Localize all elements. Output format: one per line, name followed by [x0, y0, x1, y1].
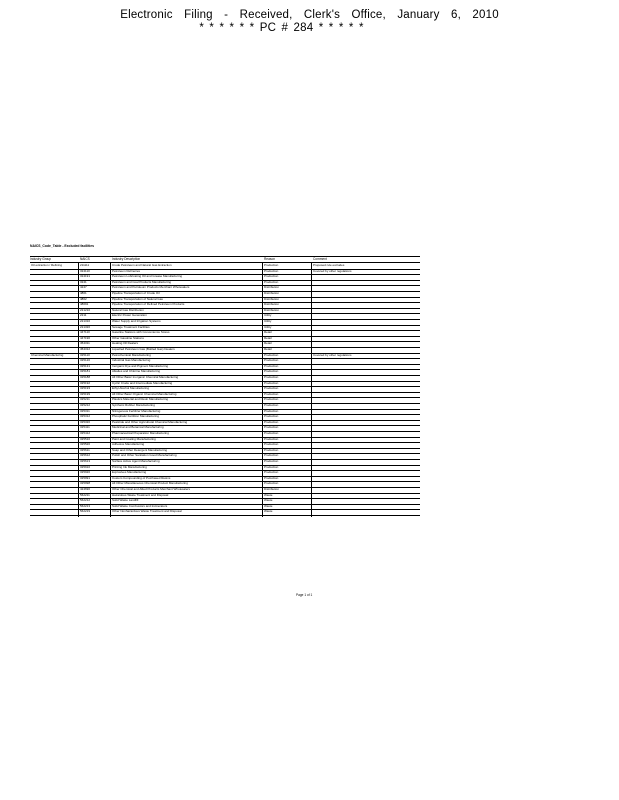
column-header-naics: NAICS	[80, 257, 90, 261]
cell-description: Plastics Material and Resin Manufacturing	[112, 398, 169, 402]
cell-reason: Retail	[264, 331, 272, 335]
cell-reason: Production	[264, 448, 279, 452]
cell-reason: Production	[264, 364, 279, 368]
cell-comment	[313, 370, 419, 373]
cell-comment	[313, 415, 419, 418]
cell-group	[31, 337, 77, 340]
cell-group	[31, 359, 77, 362]
cell-naics: 325910	[80, 465, 91, 469]
cell-reason: Distribution	[264, 488, 280, 491]
cell-naics: 324110	[80, 269, 90, 273]
cell-description: Water Supply and Irrigation Systems	[112, 320, 161, 323]
cell-group	[31, 286, 77, 289]
column-header-group: Industry Group	[30, 257, 52, 261]
cell-group	[31, 449, 77, 452]
cell-group	[31, 488, 77, 491]
cell-description: Printing Ink Manufacturing	[112, 465, 147, 469]
cell-naics: 325120	[80, 359, 91, 363]
cell-comment	[313, 494, 419, 497]
cell-group	[31, 415, 77, 418]
cell-group	[31, 432, 77, 435]
cell-comment	[313, 348, 419, 351]
cell-comment	[313, 471, 419, 474]
cell-reason: Waste	[264, 504, 273, 508]
cell-reason: Utility	[264, 320, 272, 323]
cell-naics: 325412	[80, 432, 91, 435]
cell-description: Solid Waste Combustors and Incinerators	[112, 504, 168, 508]
cell-reason: Retail	[264, 348, 272, 351]
cell-group	[31, 303, 77, 306]
cell-naics: 325320	[80, 420, 91, 424]
cell-group: Oil extraction / Refining	[31, 264, 63, 267]
cell-description: Natural Gas Distribution	[112, 308, 144, 312]
cell-description: Pharmaceutical Preparation Manufacturing	[112, 432, 169, 435]
cell-group	[31, 309, 77, 312]
cell-reason: Production	[264, 471, 279, 475]
cell-description: Alkalies and Chlorine Manufacturing	[112, 370, 161, 374]
cell-comment	[313, 421, 419, 424]
cell-reason: Waste	[264, 499, 273, 503]
cell-naics: 562219	[80, 510, 91, 514]
cell-description: Ethyl Alcohol Manufacturing	[112, 387, 150, 391]
cell-comment	[313, 275, 419, 278]
cell-group	[31, 382, 77, 385]
cell-reason: Production	[264, 269, 279, 273]
cell-naics: 325612	[80, 454, 91, 458]
cell-description: Crude Petroleum and Natural Gas Extraction	[112, 264, 172, 267]
cell-naics: 325312	[80, 415, 91, 419]
cell-naics: 325920	[80, 471, 91, 475]
cell-reason: Production	[264, 387, 279, 391]
cell-naics: 325613	[80, 460, 91, 463]
cell-description: All Other Basic Inorganic Chemical Manufacturing	[112, 376, 179, 379]
cell-reason: Production	[264, 264, 279, 267]
cell-comment	[313, 443, 419, 446]
cell-naics: 325181	[80, 370, 91, 374]
cell-reason: Production	[264, 392, 279, 396]
cell-naics: 325510	[80, 437, 91, 441]
cell-comment	[313, 342, 419, 345]
cell-comment	[313, 432, 419, 435]
cell-naics: 325611	[80, 448, 90, 452]
cell-description: Other Nonhazardous Waste Treatment and Disposal	[112, 510, 182, 514]
cell-group	[31, 510, 77, 513]
cell-group	[31, 348, 77, 351]
cell-comment	[313, 314, 419, 317]
cell-description: Solid Waste Landfill	[112, 499, 139, 503]
cell-reason: Retail	[264, 336, 272, 340]
cell-reason: Distribution	[264, 286, 280, 290]
cell-group: Chemical Manufacturing	[31, 353, 64, 357]
cell-group	[31, 292, 77, 295]
cell-comment	[313, 477, 419, 480]
cell-group	[31, 505, 77, 508]
cell-comment	[313, 309, 419, 312]
cell-description: Liquefied Petroleum Gas (Bottled Gas) Dealers	[112, 348, 175, 351]
cell-naics: 221310	[80, 320, 91, 323]
cell-comment	[313, 281, 419, 284]
cell-group	[31, 365, 77, 368]
cell-description: Synthetic Rubber Manufacturing	[112, 404, 155, 407]
cell-comment	[313, 438, 419, 441]
cell-description: Cyclic Crude and Intermediate Manufacturing	[112, 381, 173, 385]
cell-reason: Distribution	[264, 303, 280, 307]
cell-description: Electric Power Generation	[112, 314, 147, 318]
cell-reason: Distribution	[264, 297, 280, 301]
cell-group	[31, 404, 77, 407]
cell-description: Hazardous Waste Treatment and Disposal	[112, 493, 169, 497]
cell-naics: 562212	[80, 499, 91, 503]
cell-comment	[313, 286, 419, 289]
cell-reason: Production	[264, 443, 279, 447]
cell-comment	[313, 387, 419, 390]
cell-description: Inorganic Dye and Pigment Manufacturing	[112, 364, 169, 368]
column-header-description: Industry Description	[112, 257, 141, 261]
cell-description: All Other Miscellaneous Chemical Product Manufacturing	[112, 482, 188, 486]
cell-group	[31, 494, 77, 497]
cell-naics: 325188	[80, 376, 91, 379]
cell-group	[31, 281, 77, 284]
cell-naics: 325212	[80, 404, 91, 407]
cell-description: Petroleum and Coal Products Manufacturing	[112, 280, 172, 284]
cell-naics: 325311	[80, 409, 90, 413]
cell-description: Pipeline Transportation of Refined Petroleum Products	[112, 303, 185, 307]
cell-naics: 325193	[80, 387, 91, 391]
cell-description: Pesticide and Other Agricultural Chemical Manufacturing	[112, 420, 188, 424]
cell-comment	[313, 298, 419, 301]
cell-reason: Distribution	[264, 308, 280, 312]
cell-comment	[313, 482, 419, 485]
cell-comment	[313, 510, 419, 513]
cell-reason: Production	[264, 381, 279, 385]
cell-naics: 325211	[80, 398, 90, 402]
cell-comment: Covered by other regulations	[313, 269, 352, 273]
cell-group	[31, 443, 77, 446]
cell-naics: 48691	[80, 303, 89, 307]
cell-naics: 562213	[80, 504, 91, 508]
cell-group	[31, 398, 77, 401]
cell-description: Custom Compounding of Purchased Resins	[112, 476, 171, 480]
cell-description: Explosives Manufacturing	[112, 471, 147, 475]
cell-reason: Production	[264, 420, 279, 424]
table-row	[30, 509, 420, 515]
cell-comment: Covered by other regulations	[313, 353, 352, 357]
cell-group	[31, 326, 77, 329]
cell-group	[31, 275, 77, 278]
cell-group	[31, 370, 77, 373]
cell-reason: Utility	[264, 325, 272, 329]
cell-naics: 562211	[80, 493, 90, 497]
cell-reason: Production	[264, 465, 279, 469]
filing-header-line1: Electronic Filing - Received, Clerk's Office, January 6, 2010	[120, 9, 499, 21]
cell-description: Other Chemical and Allied Products Merchant Wholesalers	[112, 488, 191, 491]
cell-naics: 325110	[80, 353, 90, 357]
cell-comment	[313, 404, 419, 407]
cell-naics: 324191	[80, 275, 91, 279]
cell-description: Pipeline Transportation of Crude Oil	[112, 292, 160, 295]
cell-description: Adhesive Manufacturing	[112, 443, 145, 447]
cell-reason: Production	[264, 275, 279, 279]
cell-comment	[313, 454, 419, 457]
cell-group	[31, 410, 77, 413]
cell-group	[31, 482, 77, 485]
cell-group	[31, 270, 77, 273]
cell-description: Polish and Other Sanitation Good Manufacturing	[112, 454, 177, 458]
table-title: NAICS_Code_Table - Excluded facilities	[30, 244, 94, 248]
cell-description: Industrial Gas Manufacturing	[112, 359, 151, 363]
cell-comment	[313, 376, 419, 379]
cell-naics: 454312	[80, 348, 91, 351]
cell-comment	[313, 426, 419, 429]
cell-naics: 325520	[80, 443, 91, 447]
cell-reason: Waste	[264, 493, 273, 497]
cell-naics: 454311	[80, 342, 90, 346]
cell-comment	[313, 449, 419, 452]
cell-group	[31, 387, 77, 390]
cell-comment: Proposed rule excludes	[313, 264, 345, 267]
cell-naics: 325998	[80, 482, 91, 486]
cell-reason: Production	[264, 404, 279, 407]
cell-group	[31, 438, 77, 441]
cell-reason: Production	[264, 454, 279, 458]
cell-description: Surface Active Agent Manufacturing	[112, 460, 160, 463]
cell-group	[31, 331, 77, 334]
cell-comment	[313, 410, 419, 413]
cell-description: Petroleum Refineries	[112, 269, 141, 273]
cell-comment	[313, 466, 419, 469]
column-header-comment: Comment	[313, 257, 327, 261]
cell-description: All Other Basic Organic Chemical Manufacturing	[112, 392, 177, 396]
cell-group	[31, 421, 77, 424]
cell-reason: Production	[264, 426, 279, 430]
cell-naics: 211111	[80, 264, 90, 267]
cell-reason: Production	[264, 482, 279, 486]
cell-comment	[313, 320, 419, 323]
cell-description: Phosphatic Fertilizer Manufacturing	[112, 415, 160, 419]
cell-group	[31, 376, 77, 379]
cell-naics: 424690	[80, 488, 91, 491]
cell-group	[31, 393, 77, 396]
cell-group	[31, 477, 77, 480]
cell-reason: Production	[264, 409, 279, 413]
cell-reason: Production	[264, 432, 279, 435]
cell-group	[31, 466, 77, 469]
cell-comment	[313, 393, 419, 396]
cell-naics: 325192	[80, 381, 91, 385]
cell-comment	[313, 382, 419, 385]
cell-reason: Production	[264, 437, 279, 441]
cell-comment	[313, 331, 419, 334]
cell-naics: 325411	[80, 426, 90, 430]
cell-group	[31, 426, 77, 429]
cell-naics: 4862	[80, 297, 87, 301]
cell-comment	[313, 488, 419, 491]
cell-description: Petroleum Lubricating Oil and Grease Manufacturing	[112, 275, 183, 279]
cell-description: Sewage Treatment Facilities	[112, 325, 150, 329]
cell-description: Nitrogenous Fertilizer Manufacturing	[112, 409, 161, 413]
row-rule	[30, 515, 420, 516]
cell-comment	[313, 460, 419, 463]
cell-naics: 447190	[80, 336, 91, 340]
cell-reason: Production	[264, 376, 279, 379]
cell-group	[31, 460, 77, 463]
cell-description: Paint and Coating Manufacturing	[112, 437, 156, 441]
cell-naics: 2211	[80, 314, 87, 318]
cell-comment	[313, 365, 419, 368]
cell-reason: Production	[264, 370, 279, 374]
cell-reason: Production	[264, 353, 279, 357]
cell-naics: 221210	[80, 308, 91, 312]
cell-naics: 325131	[80, 364, 91, 368]
cell-naics: 221320	[80, 325, 91, 329]
cell-description: Gasoline Stations with Convenience Stores	[112, 331, 170, 335]
cell-description: Medicinal and Botanical Manufacturing	[112, 426, 164, 430]
cell-naics: 325199	[80, 392, 91, 396]
cell-comment	[313, 292, 419, 295]
cell-reason: Waste	[264, 510, 273, 514]
cell-reason: Production	[264, 415, 279, 419]
cell-description: Petroleum and Petroleum Products Merchant Wholesalers	[112, 286, 190, 290]
cell-reason: Production	[264, 460, 279, 463]
cell-comment	[313, 337, 419, 340]
page-footer: Page 1 of 1	[296, 593, 313, 597]
cell-description: Other Gasoline Stations	[112, 336, 144, 340]
filing-header-line2: * * * * * * PC # 284 * * * * *	[199, 22, 364, 34]
cell-group	[31, 454, 77, 457]
cell-description: Heating Oil Dealers	[112, 342, 139, 346]
cell-group	[31, 320, 77, 323]
column-header-reason: Reason	[264, 257, 275, 261]
cell-comment	[313, 303, 419, 306]
cell-reason: Production	[264, 398, 279, 402]
cell-comment	[313, 359, 419, 362]
cell-comment	[313, 499, 419, 502]
cell-group	[31, 499, 77, 502]
cell-reason: Retail	[264, 342, 272, 346]
cell-group	[31, 471, 77, 474]
cell-group	[31, 342, 77, 345]
cell-naics: 4861	[80, 292, 87, 295]
cell-reason: Utility	[264, 314, 272, 318]
cell-group	[31, 314, 77, 317]
cell-reason: Distribution	[264, 292, 280, 295]
cell-comment	[313, 398, 419, 401]
cell-reason: Production	[264, 280, 279, 284]
cell-description: Soap and Other Detergent Manufacturing	[112, 448, 168, 452]
cell-naics: 447110	[80, 331, 90, 335]
cell-comment	[313, 505, 419, 508]
cell-reason: Production	[264, 359, 279, 363]
cell-description: Pipeline Transportation of Natural Gas	[112, 297, 163, 301]
cell-naics: 3241	[80, 280, 87, 284]
cell-naics: 325991	[80, 476, 91, 480]
cell-group	[31, 298, 77, 301]
cell-description: Petrochemical Manufacturing	[112, 353, 151, 357]
table-rule	[30, 256, 420, 257]
cell-naics: 4247	[80, 286, 87, 290]
cell-reason: Production	[264, 476, 279, 480]
cell-comment	[313, 326, 419, 329]
